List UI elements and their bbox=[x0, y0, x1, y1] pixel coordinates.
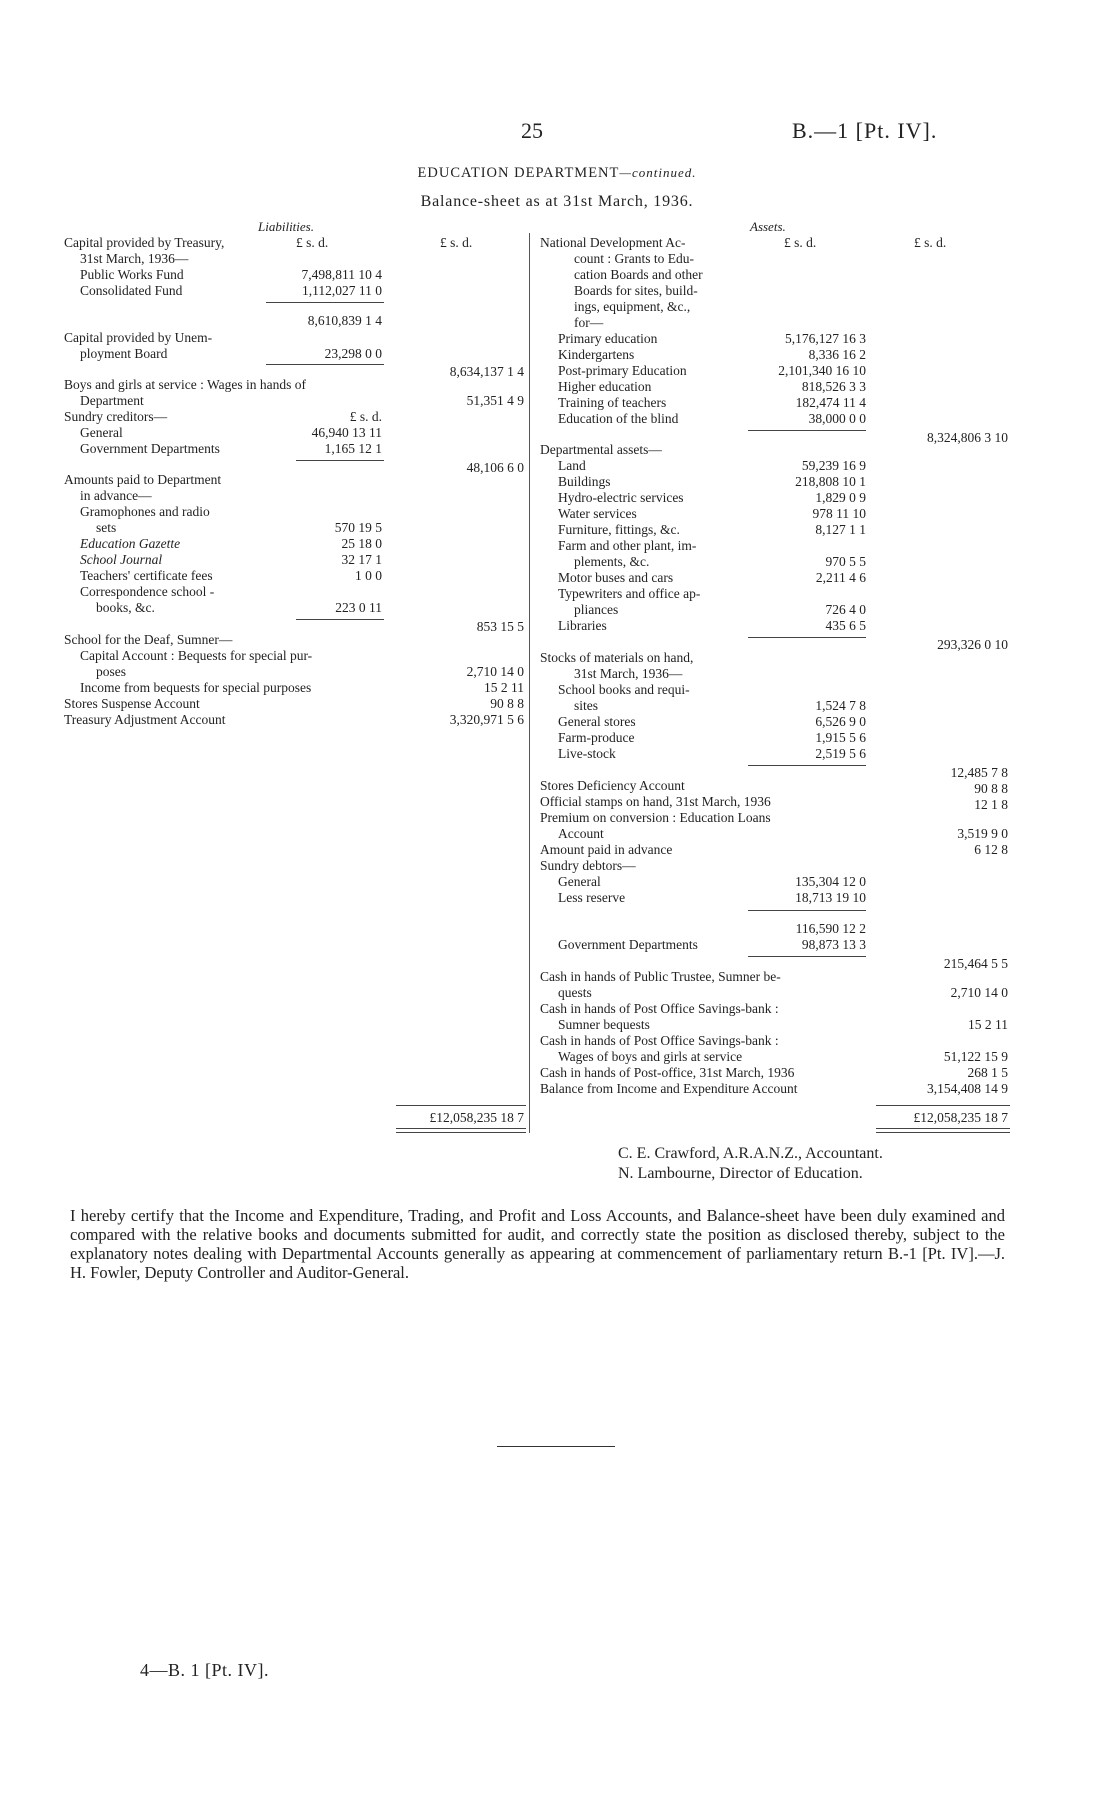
rule bbox=[396, 1105, 526, 1106]
asset-inner-amount: 18,713 19 10 bbox=[795, 890, 866, 905]
asset-line: Libraries bbox=[558, 618, 607, 633]
liability-inner-amount: 1 0 0 bbox=[355, 568, 382, 583]
rule bbox=[266, 302, 384, 303]
asset-inner-amount: 218,808 10 1 bbox=[795, 474, 866, 489]
liability-inner-amount: 7,498,811 10 4 bbox=[301, 267, 382, 282]
liability-line: Boys and girls at service : Wages in hands of bbox=[64, 377, 306, 392]
balance-sheet-title: Balance-sheet as at 31st March, 1936. bbox=[420, 193, 694, 210]
asset-outer-amount: 15 2 11 bbox=[968, 1017, 1008, 1032]
asset-line: Post-primary Education bbox=[558, 363, 687, 378]
asset-inner-amount: 2,211 4 6 bbox=[815, 570, 866, 585]
asset-line: Higher education bbox=[558, 379, 652, 394]
asset-line: Buildings bbox=[558, 474, 611, 489]
asset-line: Government Departments bbox=[558, 937, 698, 952]
liability-inner-amount: 1,112,027 11 0 bbox=[302, 283, 382, 298]
liability-line: 31st March, 1936— bbox=[80, 251, 189, 266]
liability-line: Teachers' certificate fees bbox=[80, 568, 213, 583]
double-rule bbox=[396, 1128, 526, 1133]
liabilities-heading: Liabilities. bbox=[258, 219, 314, 234]
assets-heading: Assets. bbox=[750, 219, 786, 234]
asset-line: Water services bbox=[558, 506, 637, 521]
asset-inner-amount: 6,526 9 0 bbox=[815, 714, 866, 729]
asset-line: Official stamps on hand, 31st March, 1936 bbox=[540, 794, 771, 809]
liability-line: Treasury Adjustment Account bbox=[64, 712, 226, 727]
audit-certificate: I hereby certify that the Income and Expenditure, Trading, and Profit and Loss Accounts, and Balance-sheet have been duly examined and compared with the relative books and documents submitted for audit, and correctly state the position as disclosed thereby, subject to the explanatory notes dealing with Departmental Accounts generally as appearing at commencement of parliamentary return B.-1 [Pt. IV].—J. H. Fowler, Deputy Controller and Auditor-General. bbox=[70, 1206, 1005, 1282]
liability-inner-amount: 25 18 0 bbox=[341, 536, 382, 551]
asset-line: Cash in hands of Public Trustee, Sumner be- bbox=[540, 969, 781, 984]
asset-line: General bbox=[558, 874, 601, 889]
liability-line: General bbox=[80, 425, 123, 440]
asset-outer-amount: 215,464 5 5 bbox=[943, 956, 1008, 971]
liability-outer-amount: 90 8 8 bbox=[490, 696, 524, 711]
liability-inner-amount: 32 17 1 bbox=[341, 552, 382, 567]
liability-line: Correspondence school - bbox=[80, 584, 215, 599]
asset-inner-amount: 2,519 5 6 bbox=[815, 746, 866, 761]
liabilities-total: £12,058,235 18 7 bbox=[429, 1110, 524, 1125]
asset-line: Live-stock bbox=[558, 746, 616, 761]
asset-inner-amount: 8,336 16 2 bbox=[808, 347, 866, 362]
rule bbox=[876, 1105, 1010, 1106]
liability-line: Capital provided by Treasury, bbox=[64, 235, 225, 250]
asset-line: for— bbox=[574, 315, 604, 330]
asset-line: cation Boards and other bbox=[574, 267, 703, 282]
page-number: 25 bbox=[521, 118, 543, 143]
asset-inner-amount: 182,474 11 4 bbox=[795, 395, 866, 410]
asset-inner-amount: 116,590 12 2 bbox=[795, 921, 866, 936]
asset-line: Farm-produce bbox=[558, 730, 635, 745]
rule bbox=[748, 637, 866, 638]
asset-outer-amount: 90 8 8 bbox=[974, 781, 1008, 796]
asset-outer-amount: 51,122 15 9 bbox=[943, 1049, 1008, 1064]
assets-outer-col-head: £ s. d. bbox=[914, 235, 947, 250]
asset-inner-amount: 970 5 5 bbox=[825, 554, 866, 569]
liability-line: sets bbox=[96, 520, 117, 535]
liability-line: Income from bequests for special purposes bbox=[80, 680, 312, 695]
rule bbox=[266, 364, 384, 365]
printer-signature: 4—B. 1 [Pt. IV]. bbox=[140, 1660, 269, 1680]
asset-line: Cash in hands of Post-office, 31st March, 1936 bbox=[540, 1065, 795, 1080]
rule bbox=[748, 956, 866, 957]
asset-line: Boards for sites, build- bbox=[574, 283, 698, 298]
liability-inner-amount: 570 19 5 bbox=[334, 520, 382, 535]
liability-line: ployment Board bbox=[80, 346, 168, 361]
asset-line: Less reserve bbox=[558, 890, 626, 905]
asset-outer-amount: 293,326 0 10 bbox=[937, 637, 1008, 652]
liability-line: Department bbox=[80, 393, 144, 408]
asset-inner-amount: 38,000 0 0 bbox=[808, 411, 866, 426]
asset-inner-amount: 59,239 16 9 bbox=[801, 458, 866, 473]
liability-inner-amount: 8,610,839 1 4 bbox=[307, 313, 382, 328]
asset-line: Kindergartens bbox=[558, 347, 635, 362]
running-head: B.—1 [Pt. IV]. bbox=[792, 118, 938, 143]
asset-line: Hydro-electric services bbox=[558, 490, 684, 505]
liabilities-outer-col-head: £ s. d. bbox=[440, 235, 473, 250]
asset-line: Stores Deficiency Account bbox=[540, 778, 685, 793]
asset-outer-amount: 268 1 5 bbox=[967, 1065, 1008, 1080]
asset-outer-amount: 2,710 14 0 bbox=[950, 985, 1008, 1000]
asset-line: plements, &c. bbox=[574, 554, 650, 569]
liability-line: books, &c. bbox=[96, 600, 155, 615]
liability-line: Consolidated Fund bbox=[80, 283, 183, 298]
asset-inner-amount: 1,829 0 9 bbox=[815, 490, 866, 505]
liability-line: poses bbox=[96, 664, 126, 679]
asset-line: Land bbox=[558, 458, 586, 473]
liabilities-inner-col-head: £ s. d. bbox=[296, 235, 329, 250]
asset-line: Wages of boys and girls at service bbox=[558, 1049, 743, 1064]
liability-outer-amount: 15 2 11 bbox=[484, 680, 524, 695]
rule bbox=[748, 765, 866, 766]
rule bbox=[296, 460, 384, 461]
department-title-text: EDUCATION DEPARTMENT bbox=[417, 165, 620, 181]
liability-inner-amount: 1,165 12 1 bbox=[324, 441, 382, 456]
department-title bbox=[0, 165, 1114, 182]
asset-line: sites bbox=[574, 698, 599, 713]
asset-inner-amount: 1,524 7 8 bbox=[815, 698, 866, 713]
asset-line: Departmental assets— bbox=[540, 442, 662, 457]
asset-line: Farm and other plant, im- bbox=[558, 538, 697, 553]
asset-inner-amount: 5,176,127 16 3 bbox=[785, 331, 866, 346]
director-signature: N. Lambourne, Director of Education. bbox=[618, 1165, 863, 1182]
asset-outer-amount: 3,154,408 14 9 bbox=[927, 1081, 1008, 1096]
asset-line: Training of teachers bbox=[558, 395, 667, 410]
liability-line: Capital Account : Bequests for special pur- bbox=[80, 648, 313, 663]
liability-inner-amount: 23,298 0 0 bbox=[324, 346, 382, 361]
liability-line: School Journal bbox=[80, 552, 163, 567]
asset-outer-amount: 8,324,806 3 10 bbox=[927, 430, 1008, 445]
liability-outer-amount: 48,106 6 0 bbox=[466, 460, 524, 475]
asset-line: Amount paid in advance bbox=[540, 842, 673, 857]
asset-outer-amount: 6 12 8 bbox=[974, 842, 1008, 857]
asset-line: count : Grants to Edu- bbox=[574, 251, 694, 266]
assets-total: £12,058,235 18 7 bbox=[913, 1110, 1008, 1125]
asset-line: National Development Ac- bbox=[540, 235, 686, 250]
column-divider bbox=[529, 233, 530, 1133]
asset-line: Sumner bequests bbox=[558, 1017, 650, 1032]
department-title-continued: —continued. bbox=[619, 165, 697, 180]
asset-inner-amount: 978 11 10 bbox=[812, 506, 866, 521]
asset-outer-amount: 12 1 8 bbox=[974, 797, 1008, 812]
asset-line: Cash in hands of Post Office Savings-bank : bbox=[540, 1001, 779, 1016]
asset-line: Typewriters and office ap- bbox=[558, 586, 701, 601]
asset-inner-amount: 1,915 5 6 bbox=[815, 730, 866, 745]
liability-line: Government Departments bbox=[80, 441, 220, 456]
asset-inner-amount: 8,127 1 1 bbox=[815, 522, 866, 537]
double-rule bbox=[876, 1128, 1010, 1133]
asset-line: ings, equipment, &c., bbox=[574, 299, 691, 314]
liability-line: Stores Suspense Account bbox=[64, 696, 200, 711]
rule bbox=[748, 910, 866, 911]
liability-line: Gramophones and radio bbox=[80, 504, 210, 519]
liability-line: in advance— bbox=[80, 488, 152, 503]
asset-line: Cash in hands of Post Office Savings-bank : bbox=[540, 1033, 779, 1048]
asset-line: Premium on conversion : Education Loans bbox=[540, 810, 771, 825]
liability-inner-amount: 46,940 13 11 bbox=[311, 425, 382, 440]
asset-line: pliances bbox=[574, 602, 619, 617]
asset-line: 31st March, 1936— bbox=[574, 666, 683, 681]
liability-inner-amount: £ s. d. bbox=[349, 409, 382, 424]
asset-inner-amount: 2,101,340 16 10 bbox=[778, 363, 866, 378]
asset-inner-amount: 135,304 12 0 bbox=[795, 874, 866, 889]
asset-outer-amount: 3,519 9 0 bbox=[957, 826, 1008, 841]
footer-rule bbox=[497, 1446, 615, 1447]
asset-inner-amount: 435 6 5 bbox=[825, 618, 866, 633]
asset-line: General stores bbox=[558, 714, 636, 729]
asset-line: Education of the blind bbox=[558, 411, 679, 426]
liability-line: Capital provided by Unem- bbox=[64, 330, 213, 345]
liability-outer-amount: 853 15 5 bbox=[476, 619, 524, 634]
liability-outer-amount: 3,320,971 5 6 bbox=[449, 712, 524, 727]
asset-line: Stocks of materials on hand, bbox=[540, 650, 694, 665]
liability-outer-amount: 51,351 4 9 bbox=[466, 393, 524, 408]
asset-line: Primary education bbox=[558, 331, 658, 346]
asset-line: Sundry debtors— bbox=[540, 858, 636, 873]
rule bbox=[748, 430, 866, 431]
liability-outer-amount: 8,634,137 1 4 bbox=[449, 364, 524, 379]
asset-line: School books and requi- bbox=[558, 682, 690, 697]
assets-inner-col-head: £ s. d. bbox=[784, 235, 817, 250]
asset-inner-amount: 726 4 0 bbox=[825, 602, 866, 617]
liability-line: Sundry creditors— bbox=[64, 409, 168, 424]
liability-line: School for the Deaf, Sumner— bbox=[64, 632, 233, 647]
liability-line: Public Works Fund bbox=[80, 267, 184, 282]
asset-line: quests bbox=[558, 985, 592, 1000]
liability-line: Amounts paid to Department bbox=[64, 472, 222, 487]
asset-outer-amount: 12,485 7 8 bbox=[950, 765, 1008, 780]
asset-inner-amount: 98,873 13 3 bbox=[801, 937, 866, 952]
asset-line: Furniture, fittings, &c. bbox=[558, 522, 680, 537]
asset-line: Balance from Income and Expenditure Account bbox=[540, 1081, 798, 1096]
asset-line: Motor buses and cars bbox=[558, 570, 674, 585]
liability-outer-amount: 2,710 14 0 bbox=[466, 664, 524, 679]
accountant-signature: C. E. Crawford, A.R.A.N.Z., Accountant. bbox=[618, 1145, 883, 1162]
asset-line: Account bbox=[558, 826, 604, 841]
rule bbox=[296, 619, 384, 620]
liability-inner-amount: 223 0 11 bbox=[335, 600, 382, 615]
liability-line: Education Gazette bbox=[80, 536, 181, 551]
asset-inner-amount: 818,526 3 3 bbox=[801, 379, 866, 394]
